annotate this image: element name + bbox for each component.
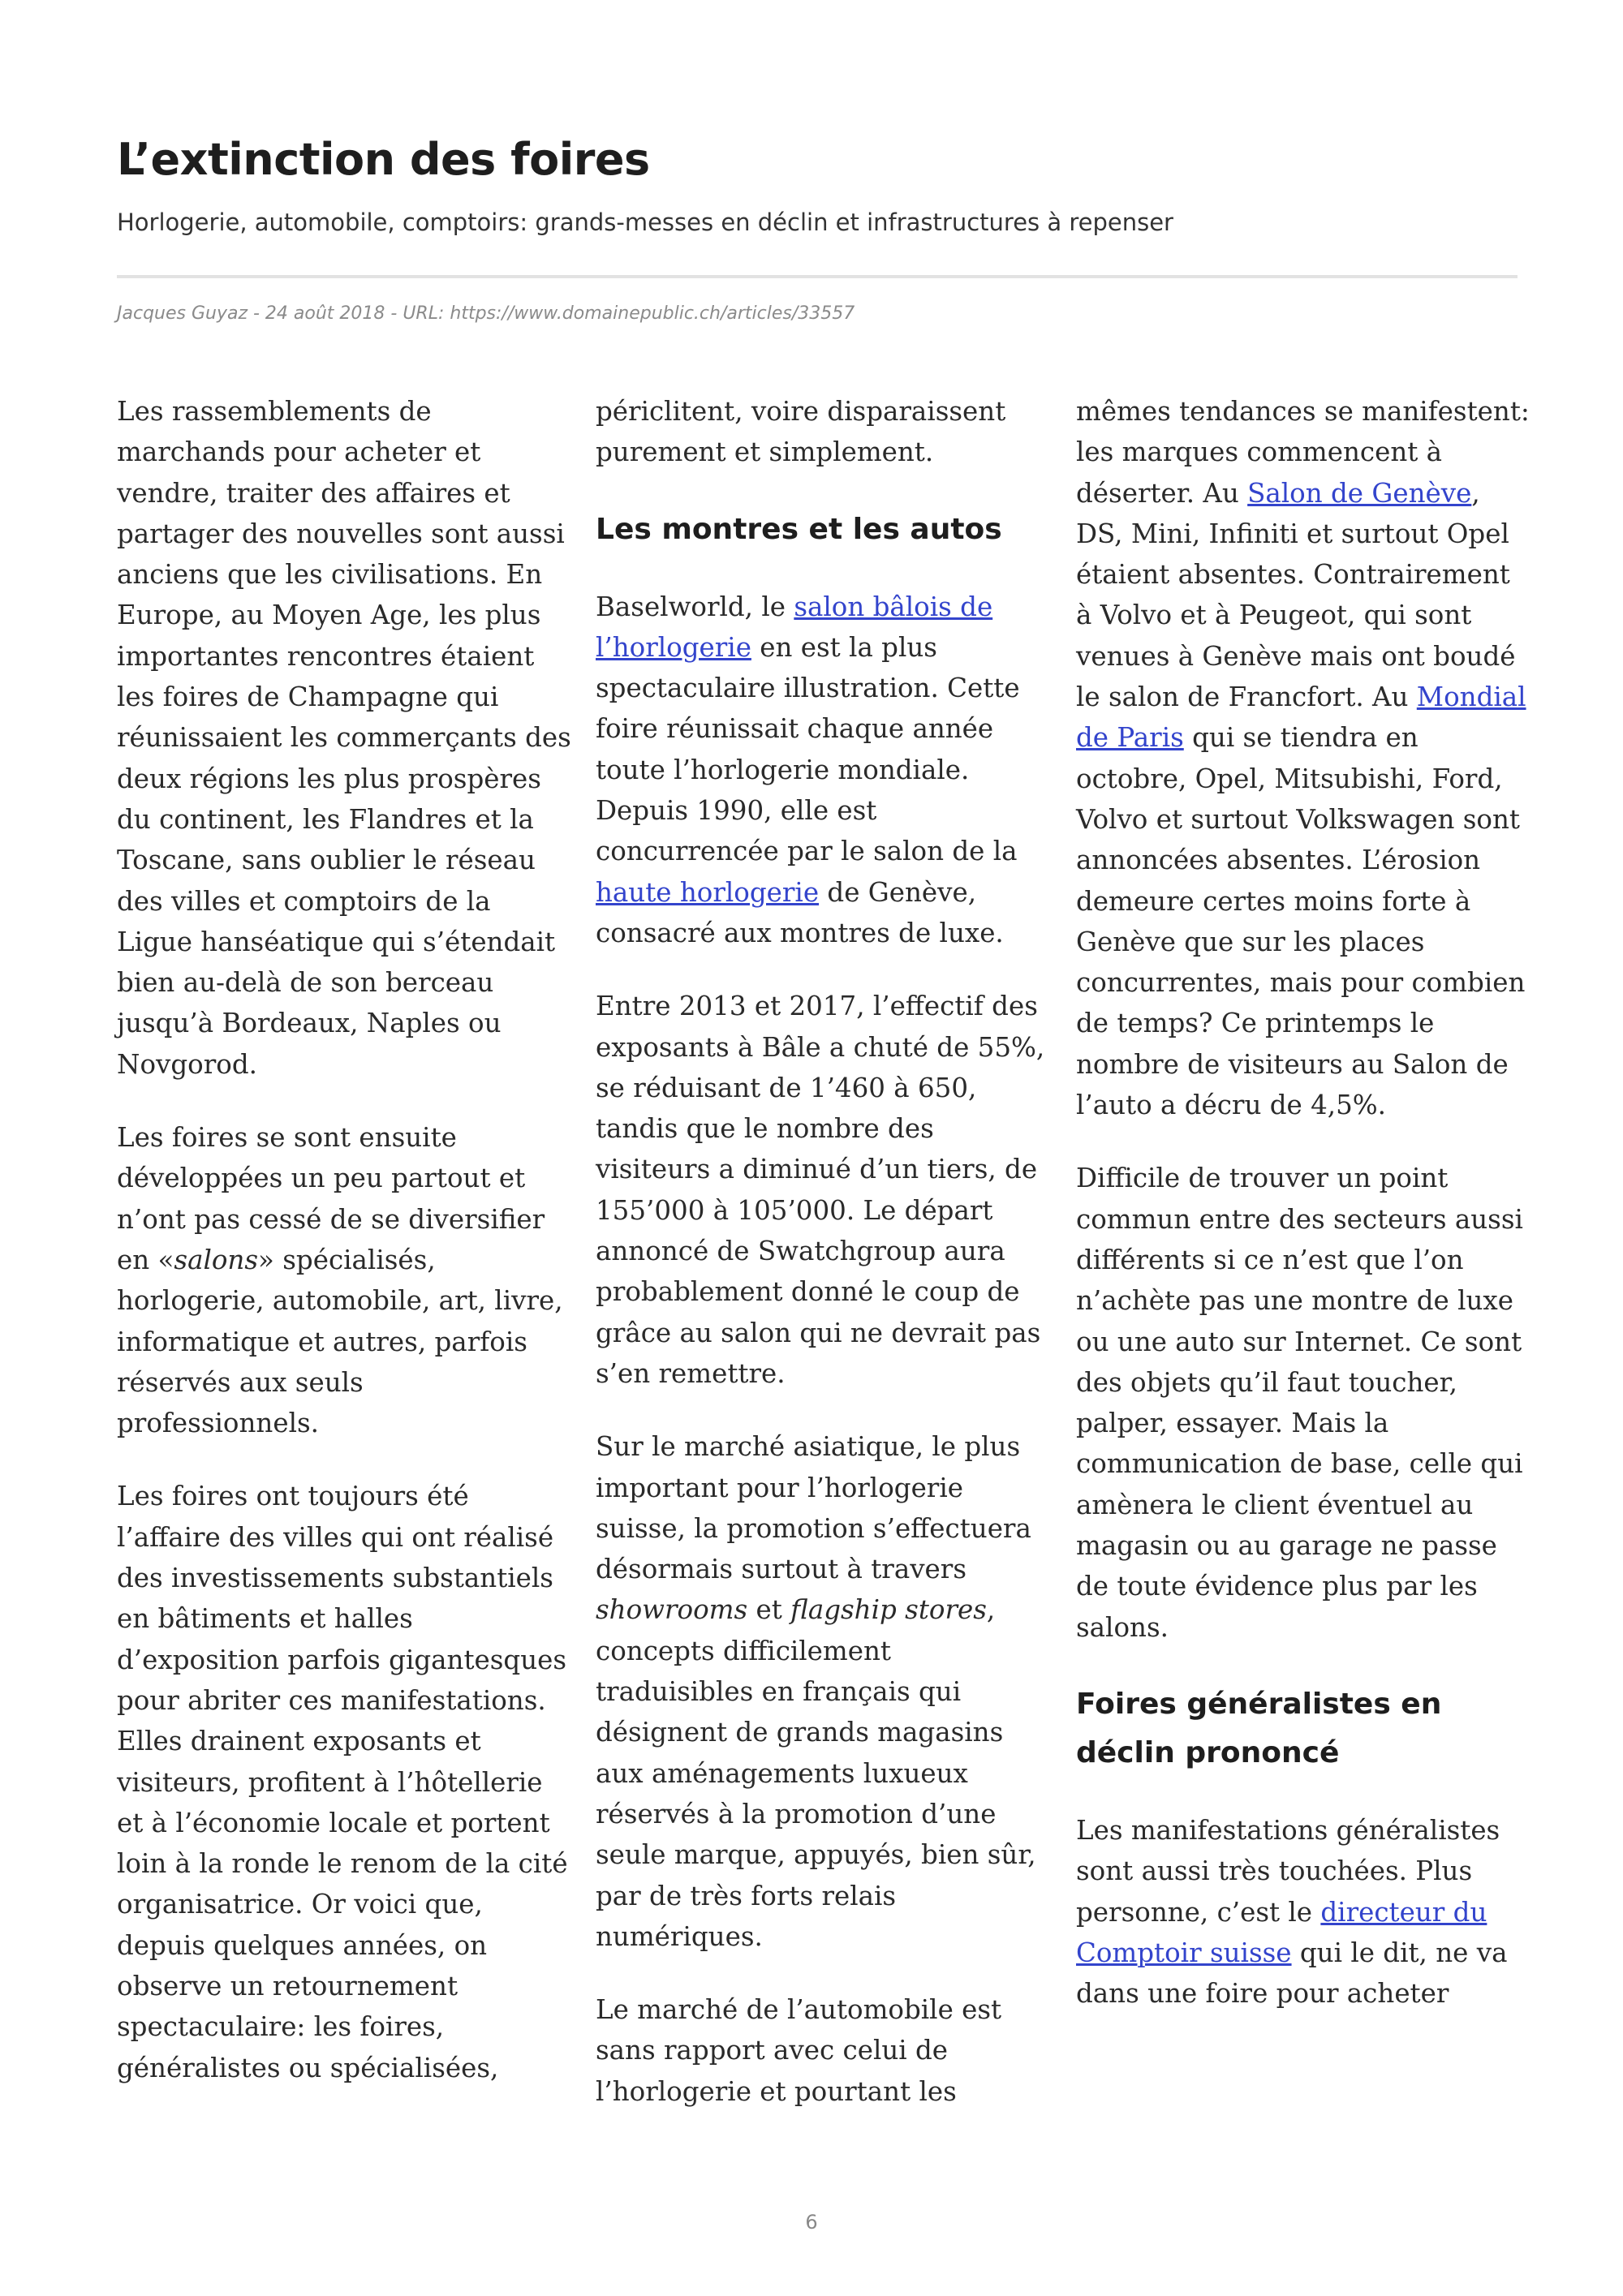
paragraph: Difficile de trouver un point commun entre des secteurs aussi différents si ce n’est que l’on n’achète pas une montre de luxe ou une auto sur Internet. Ce sont des objets qu’il faut toucher, palper, essayer. Mais la communication de base, celle qui amènera le client éventuel au magasin ou au garage ne passe de toute évidence plus par les salons. (1076, 1163, 1523, 1643)
header-divider (117, 275, 1518, 278)
paragraph: Entre 2013 et 2017, l’effectif des exposants à Bâle a chuté de 55%, se réduisant de 1’460 à 650, tandis que le nombre des visiteurs a diminué d’un tiers, de 155’000 à 105’000. Le départ annoncé de Swatchgroup aura probablement donné le coup de grâce au salon qui ne devrait pas s’en remettre. (596, 991, 1045, 1389)
text-column-1 (117, 391, 571, 2088)
article-subtitle: Horlogerie, automobile, comptoirs: grands-messes en déclin et infrastructures à repenser (117, 209, 1173, 236)
text-run: et (747, 1594, 791, 1626)
emphasis-text: showrooms (596, 1594, 748, 1626)
paragraph: Les foires ont toujours été l’affaire des villes qui ont réalisé des investissements substantiels en bâtiments et halles d’exposition parfois gigantesques pour abriter ces manifestations. Elles drainent exposants et visiteurs, profitent à l’hôtellerie et à l’économie locale et portent loin à la ronde le renom de la cité organisatrice. Or voici que, depuis quelques années, on observe un retournement spectaculaire: les foires, généralistes ou spécialisées, (117, 1481, 568, 2083)
text-run: , concepts difficilement traduisibles en français qui désignent de grands magasins aux aménagements luxueux réservés à la promotion d’une seule marque, appuyés, bien sûr, par de très forts relais numériques. (596, 1594, 1036, 1952)
text-run: qui se tiendra en octobre, Opel, Mitsubishi, Ford, Volvo et surtout Volkswagen sont annoncées absentes. L’érosion demeure certes moins forte à Genève que sur les places concurrentes, mais pour combien de temps? Ce printemps le nombre de visiteurs au Salon de l’auto a décru de 4,5%. (1076, 722, 1526, 1121)
link-salon-de-geneve[interactable]: Salon de Genève (1247, 477, 1472, 509)
text-column-2 (596, 391, 1050, 2144)
text-run: en est la plus spectaculaire illustration. Cette foire réunissait chaque année toute l’horlogerie mondiale. Depuis 1990, elle est concurrencée par le salon de la (596, 631, 1020, 867)
text-run: Sur le marché asiatique, le plus important pour l’horlogerie suisse, la promotion s’effectuera désormais surtout à travers (596, 1431, 1031, 1585)
link-haute-horlogerie[interactable]: haute horlogerie (596, 876, 820, 908)
page-number: 6 (805, 2211, 818, 2234)
link-salon-balois[interactable]: salon bâlois de l’horlogerie (596, 591, 993, 663)
text-run: Les foires se sont ensuite développées un peu partout et n’ont pas cessé de se diversifier en « (117, 1122, 545, 1275)
link-directeur-comptoir-suisse[interactable]: directeur du Comptoir suisse (1076, 1896, 1487, 1968)
paragraph: Les rassemblements de marchands pour acheter et vendre, traiter des affaires et partager des nouvelles sont aussi anciens que les civilisations. En Europe, au Moyen Age, les plus importantes rencontres étaient les foires de Champagne qui réunissaient les commerçants des deux régions les plus prospères du continent, les Flandres et la Toscane, sans oublier le réseau des villes et comptoirs de la Ligue hanséatique qui s’étendait bien au-delà de son berceau jusqu’à Bordeaux, Naples ou Novgorod. (117, 396, 571, 1080)
paragraph (1076, 1810, 1530, 2014)
text-run: Les manifestations généralistes sont aussi très touchées. Plus personne, c’est le (1076, 1814, 1500, 1928)
text-run: mêmes tendances se manifestent: les marques commencent à déserter. Au (1076, 396, 1530, 509)
section-heading: Foires généralistes en déclin prononcé (1076, 1687, 1442, 1769)
text-run: , DS, Mini, Infiniti et surtout Opel étaient absentes. Contrairement à Volvo et à Peugeot, qui sont venues à Genève mais ont boudé le salon de Francfort. Au (1076, 477, 1516, 713)
text-run: qui le dit, ne va dans une foire pour acheter (1076, 1937, 1508, 2010)
emphasis-text: salons (174, 1244, 259, 1275)
text-run: de Genève, consacré aux montres de luxe. (596, 876, 1004, 948)
text-column-3 (1076, 391, 1530, 2046)
text-run: » spécialisés, horlogerie, automobile, art, livre, informatique et autres, parfois réservés aux seuls professionnels. (117, 1244, 563, 1439)
paragraph (596, 1426, 1050, 1957)
article-byline: Jacques Guyaz - 24 août 2018 - URL: https://www.domainepublic.ch/articles/33557 (117, 303, 855, 324)
paragraph: Le marché de l’automobile est sans rapport avec celui de l’horlogerie et pourtant les (596, 1994, 1002, 2107)
paragraph (117, 1117, 571, 1443)
paragraph (596, 587, 1050, 954)
paragraph (1076, 391, 1530, 1125)
link-mondial-de-paris[interactable]: Mondial de Paris (1076, 681, 1526, 754)
section-heading: Les montres et les autos (596, 512, 1002, 546)
text-run: Baselworld, le (596, 591, 794, 622)
paragraph: périclitent, voire disparaissent purement et simplement. (596, 396, 1006, 468)
article-title: L’extinction des foires (117, 134, 650, 185)
emphasis-text: flagship stores (790, 1594, 987, 1626)
